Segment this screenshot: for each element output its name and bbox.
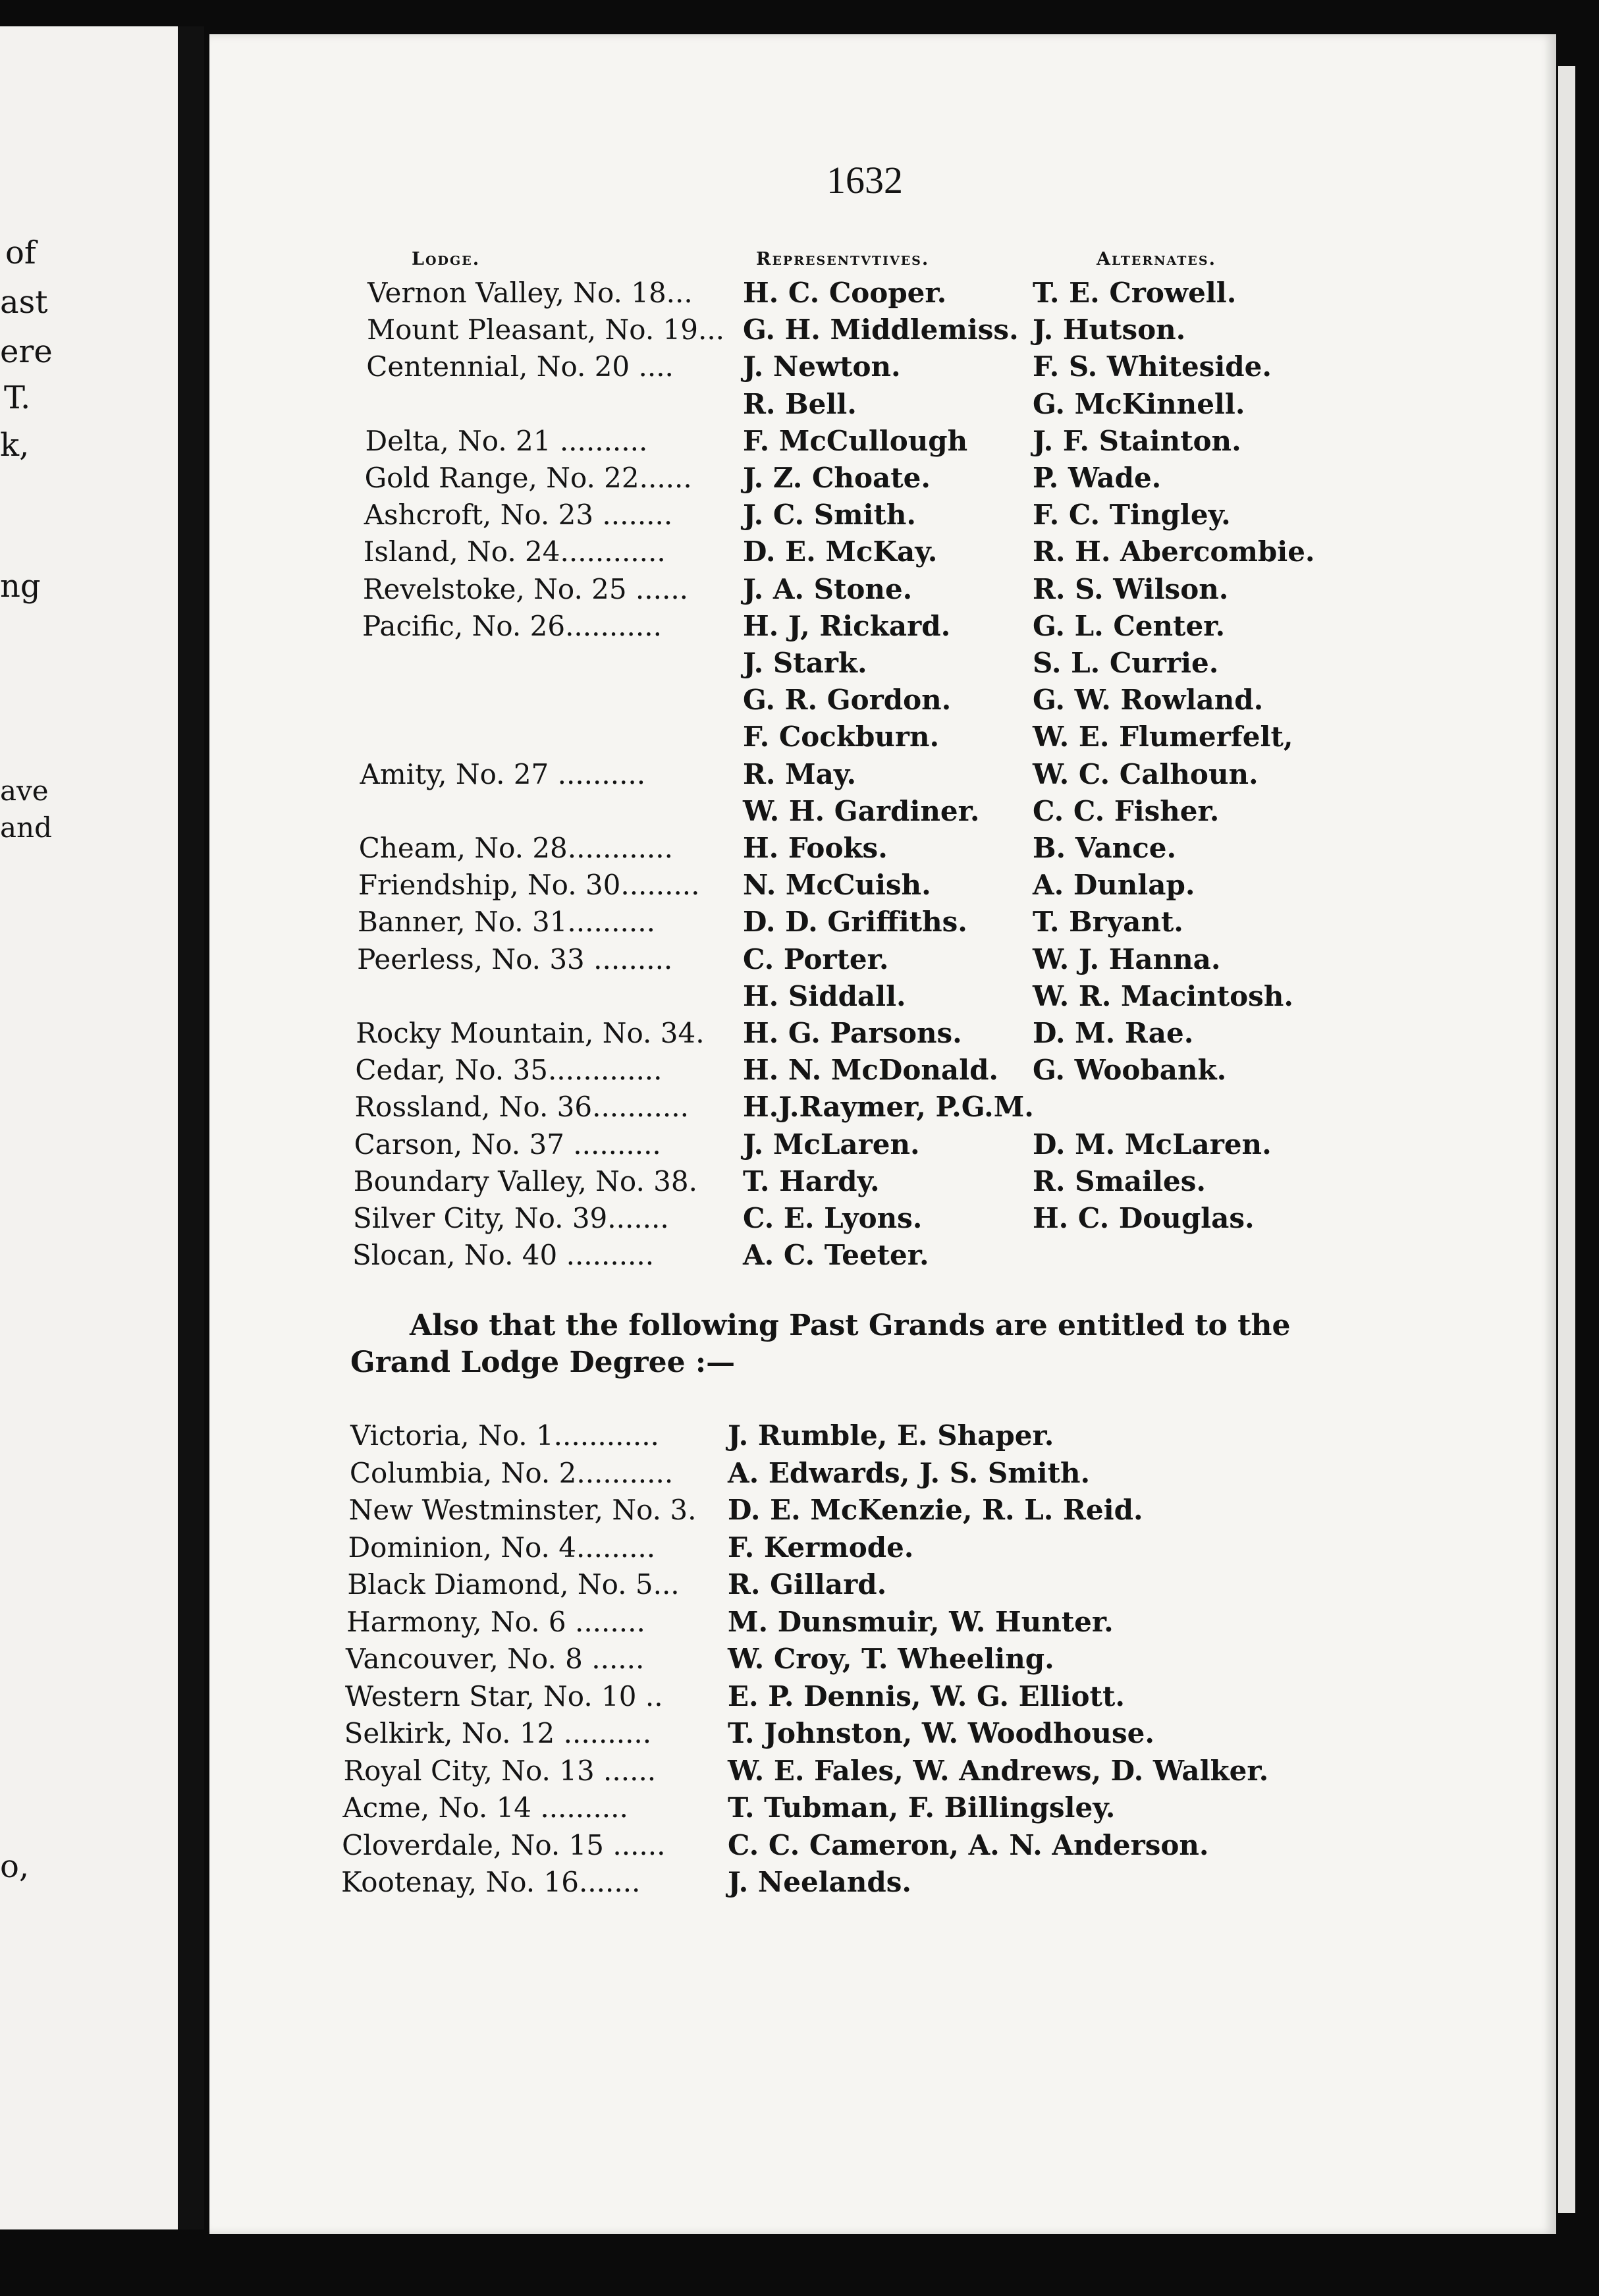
past-grand-names: F. Kermode. [728,1531,914,1564]
alternate-name: W. J. Hanna. [1032,943,1221,975]
alternate-name: W. C. Calhoun. [1033,757,1259,790]
representative-name: H. C. Cooper. [743,277,947,309]
past-grand-names: A. Edwards, J. S. Smith. [727,1456,1091,1489]
representative-name: G. R. Gordon. [742,684,952,717]
alternate-name: P. Wade. [1032,462,1162,494]
alternate-name: R. H. Abercombie. [1032,535,1315,568]
representative-name: J. Newton. [742,350,901,383]
past-grands-intro [350,1307,1378,1381]
alternate-name: A. Dunlap. [1032,869,1195,902]
lodge-name: Kootenay, No. 16....... [341,1866,641,1898]
lodge-name: Revelstoke, No. 25 ...... [362,572,689,605]
lodge-name: Peerless, No. 33 ......... [357,943,673,975]
past-grand-names: M. Dunsmuir, W. Hunter. [727,1605,1114,1638]
lodge-name: Boundary Valley, No. 38. [353,1164,697,1197]
page-number: 1632 [827,159,903,202]
left-fragment: and [0,811,52,844]
past-grand-names: D. E. McKenzie, R. L. Reid. [727,1494,1143,1526]
past-grand-names: J. Rumble, E. Shaper. [728,1419,1054,1452]
past-grand-names: R. Gillard. [727,1568,887,1600]
alternate-name: D. M. McLaren. [1032,1128,1272,1161]
representative-name: H.J.Raymer, P.G.M. [742,1091,1034,1124]
lodge-name: Carson, No. 37 .......... [354,1128,661,1161]
lodge-name: Cheam, No. 28............ [358,832,673,864]
left-fragment: T. [4,379,31,416]
lodge-name: Harmony, No. 6 ........ [346,1605,645,1638]
lodge-name: Vernon Valley, No. 18... [367,277,693,309]
lodge-name: Rossland, No. 36........... [354,1091,689,1124]
alternate-name: H. C. Douglas. [1032,1202,1255,1234]
lodge-name: Vancouver, No. 8 ...... [346,1643,645,1675]
alternate-name: R. Smailes. [1032,1164,1206,1197]
alternate-name: T. Bryant. [1032,906,1183,939]
lodge-name: Acme, No. 14 .......... [342,1791,628,1824]
alternate-name: B. Vance. [1032,832,1177,864]
past-grand-names: J. Neelands. [728,1866,912,1898]
alternate-name: J. F. Stainton. [1032,424,1241,457]
past-grand-names: W. Croy, T. Wheeling. [728,1643,1054,1675]
representative-name: J. C. Smith. [742,499,917,532]
left-fragment: o, [0,1848,30,1885]
representative-name: J. Z. Choate. [742,462,931,494]
lodge-name: Banner, No. 31.......... [357,906,655,939]
representative-name: A. C. Teeter. [743,1239,929,1272]
alternate-name: W. E. Flumerfelt, [1032,721,1293,753]
lodge-name: Centennial, No. 20 .... [366,350,674,383]
page-edge [1558,66,1575,2213]
representative-name: W. H. Gardiner. [742,794,980,827]
header-lodge: Lodge. [412,249,481,269]
left-fragment: ng [0,568,41,605]
past-grand-names: C. C. Cameron, A. N. Anderson. [727,1828,1209,1861]
lodge-name: Amity, No. 27 .......... [360,757,646,790]
representative-name: R. May. [743,757,857,790]
lodge-name: Silver City, No. 39....... [352,1202,669,1234]
alternate-name: F. S. Whiteside. [1032,350,1272,383]
representative-name: C. E. Lyons. [742,1202,923,1234]
lodge-name: Black Diamond, No. 5... [347,1568,680,1600]
representative-name: J. Stark. [742,647,867,679]
lodge-name: Ashcroft, No. 23 ........ [364,499,673,532]
past-grand-names: W. E. Fales, W. Andrews, D. Walker. [728,1754,1269,1787]
left-fragment: ave [0,775,49,807]
lodge-name: Friendship, No. 30......... [358,869,700,902]
lodge-name: Slocan, No. 40 .......... [352,1239,655,1272]
lodge-name: Delta, No. 21 .......... [365,424,648,457]
representative-name: J. A. Stone. [742,572,913,605]
representative-name: D. D. Griffiths. [742,906,967,939]
past-grand-names: T. Tubman, F. Billingsley. [727,1791,1116,1824]
alternate-name: G. McKinnell. [1032,387,1245,420]
representative-name: T. Hardy. [742,1164,880,1197]
lodge-name: Pacific, No. 26........... [362,609,662,642]
lodge-name: Selkirk, No. 12 .......... [344,1717,652,1749]
lodge-name: Gold Range, No. 22...... [364,462,692,494]
alternate-name: T. E. Crowell. [1033,277,1237,309]
representative-name: G. H. Middlemiss. [742,314,1019,346]
past-grand-names: E. P. Dennis, W. G. Elliott. [727,1680,1125,1712]
lodge-name: Cloverdale, No. 15 ...... [342,1828,666,1861]
representative-name: J. McLaren. [742,1128,920,1161]
representative-name: H. J, Rickard. [742,609,951,642]
alternate-name: J. Hutson. [1032,314,1186,346]
left-fragment: k, [0,427,30,464]
lodge-name: Cedar, No. 35............. [355,1054,663,1087]
left-fragment: of [5,234,36,271]
alternate-name: W. R. Macintosh. [1032,979,1293,1012]
lodge-name: Mount Pleasant, No. 19... [367,314,725,346]
representative-name: H. N. McDonald. [742,1054,999,1087]
representative-name: H. Fooks. [742,832,888,864]
lodge-name: New Westminster, No. 3. [348,1494,697,1526]
representative-name: R. Bell. [742,387,857,420]
alternate-name: G. L. Center. [1032,609,1226,642]
alternate-name: C. C. Fisher. [1032,794,1220,827]
left-fragment: ere [0,333,53,370]
representative-name: C. Porter. [742,943,889,975]
lodge-name: Dominion, No. 4......... [348,1531,656,1564]
representative-name: N. McCuish. [742,869,931,902]
alternate-name: R. S. Wilson. [1032,572,1229,605]
alternate-name: D. M. Rae. [1032,1017,1194,1049]
lodge-name: Western Star, No. 10 .. [344,1680,663,1712]
alternate-name: S. L. Currie. [1032,647,1219,679]
alternate-name: G. Woobank. [1032,1054,1227,1087]
lodge-name: Royal City, No. 13 ...... [343,1754,657,1787]
representative-name: D. E. McKay. [742,535,938,568]
lodge-name: Victoria, No. 1............ [350,1419,659,1452]
representative-name: H. G. Parsons. [742,1017,962,1049]
lodge-name: Island, No. 24............ [363,535,666,568]
representative-name: H. Siddall. [742,979,906,1012]
past-grand-names: T. Johnston, W. Woodhouse. [727,1717,1154,1749]
lodge-name: Columbia, No. 2........... [349,1456,674,1489]
header-representatives: Representvtives. [756,249,930,269]
representative-name: F. McCullough [742,424,968,457]
past-grands-intro-text: Also that the following Past Grands are entitled to the Grand Lodge Degree :— [350,1309,1291,1379]
alternate-name: F. C. Tingley. [1032,499,1231,532]
page-spine [178,26,204,2229]
alternate-name: G. W. Rowland. [1032,684,1264,717]
left-fragment: ast [0,284,48,321]
representative-name: F. Cockburn. [742,721,940,753]
header-alternates: Alternates. [1097,249,1216,269]
lodge-name: Rocky Mountain, No. 34. [356,1017,705,1049]
